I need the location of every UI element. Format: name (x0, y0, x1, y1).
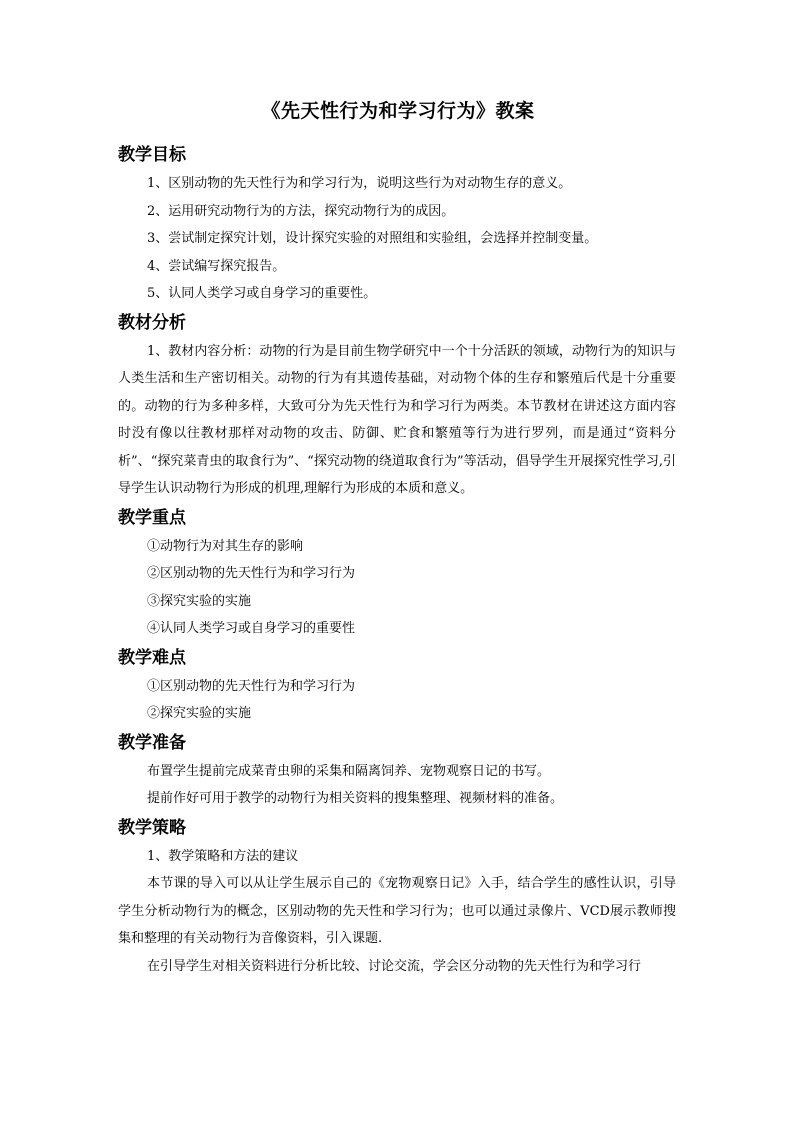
key-point-item: ③探究实验的实施 (147, 593, 252, 609)
document-title: 《先天性行为和学习行为》教案 (261, 100, 535, 122)
difficulty-item: ①区别动物的先天性行为和学习行为 (147, 678, 356, 694)
strategy-paragraph: 在引导学生对相关资料进行分析比较、讨论交流，学会区分动物的先天性行为和学习行 (147, 958, 642, 974)
strategy-subheading: 1、教学策略和方法的建议 (147, 848, 299, 864)
preparation-item: 布置学生提前完成菜青虫卵的采集和隔离饲养、宠物观察日记的书写。 (147, 763, 551, 779)
strategy-paragraph: 本节课的导入可以从让学生展示自己的《宠物观察日记》入手，结合学生的感性认识，引导学生分析动物行为的概念，区别动物的先天性和学习行为；也可以通过录像片、VCD展示教师搜集和整理的有关动物行为音像资料，引入课题. (118, 876, 676, 946)
objective-item: 3、尝试制定探究计划，设计探究实验的对照组和实验组，会选择并控制变量。 (147, 231, 598, 246)
preparation-heading: 教学准备 (118, 732, 186, 753)
analysis-heading: 教材分析 (118, 312, 186, 333)
key-point-item: ②区别动物的先天性行为和学习行为 (147, 566, 356, 581)
objective-item: 1、区别动物的先天性行为和学习行为，说明这些行为对动物生存的意义。 (147, 176, 572, 191)
key-points-heading: 教学重点 (118, 507, 186, 528)
objectives-heading: 教学目标 (118, 145, 186, 165)
document-page (118, 96, 678, 980)
key-point-item: ④认同人类学习或自身学习的重要性 (147, 621, 356, 636)
objective-item: 5、认同人类学习或自身学习的重要性。 (147, 286, 377, 301)
strategy-section (118, 813, 678, 981)
objective-item: 4、尝试编写探究报告。 (147, 258, 286, 274)
preparation-item: 提前作好可用于教学的动物行为相关资料的搜集整理、视频材料的准备。 (147, 791, 564, 806)
analysis-section (118, 308, 678, 503)
difficulties-heading: 教学难点 (118, 647, 186, 668)
analysis-paragraph: 1、教材内容分析：动物的行为是目前生物学研究中一个十分活跃的领域，动物行为的知识与人类生活和生产密切相关。动物的行为有其遗传基础，对动物个体的生存和繁殖后代是十分重要的。动物的行为多种多样，大致可分为先天性行为和学习行为两类。本节教材在讲述这方面内容时没有像以往教材那样对动物的攻击、防御、贮食和繁殖等行为进行罗列，而是通过“资料分析”、“探究菜青虫的取食行为”、“探究动物的绕道取食行为”等活动，倡导学生开展探究性学习,引导学生认识动物行为形成的机理,理解行为形成的本质和意义。 (118, 343, 676, 496)
preparation-section (118, 728, 678, 813)
difficulties-section (118, 643, 678, 728)
key-point-item: ①动物行为对其生存的影响 (147, 538, 304, 554)
objective-item: 2、运用研究动物行为的方法，探究动物行为的成因。 (147, 203, 455, 219)
key-points-section (118, 503, 678, 643)
objectives-section (118, 140, 678, 308)
strategy-heading: 教学策略 (118, 817, 186, 838)
difficulty-item: ②探究实验的实施 (147, 706, 252, 721)
